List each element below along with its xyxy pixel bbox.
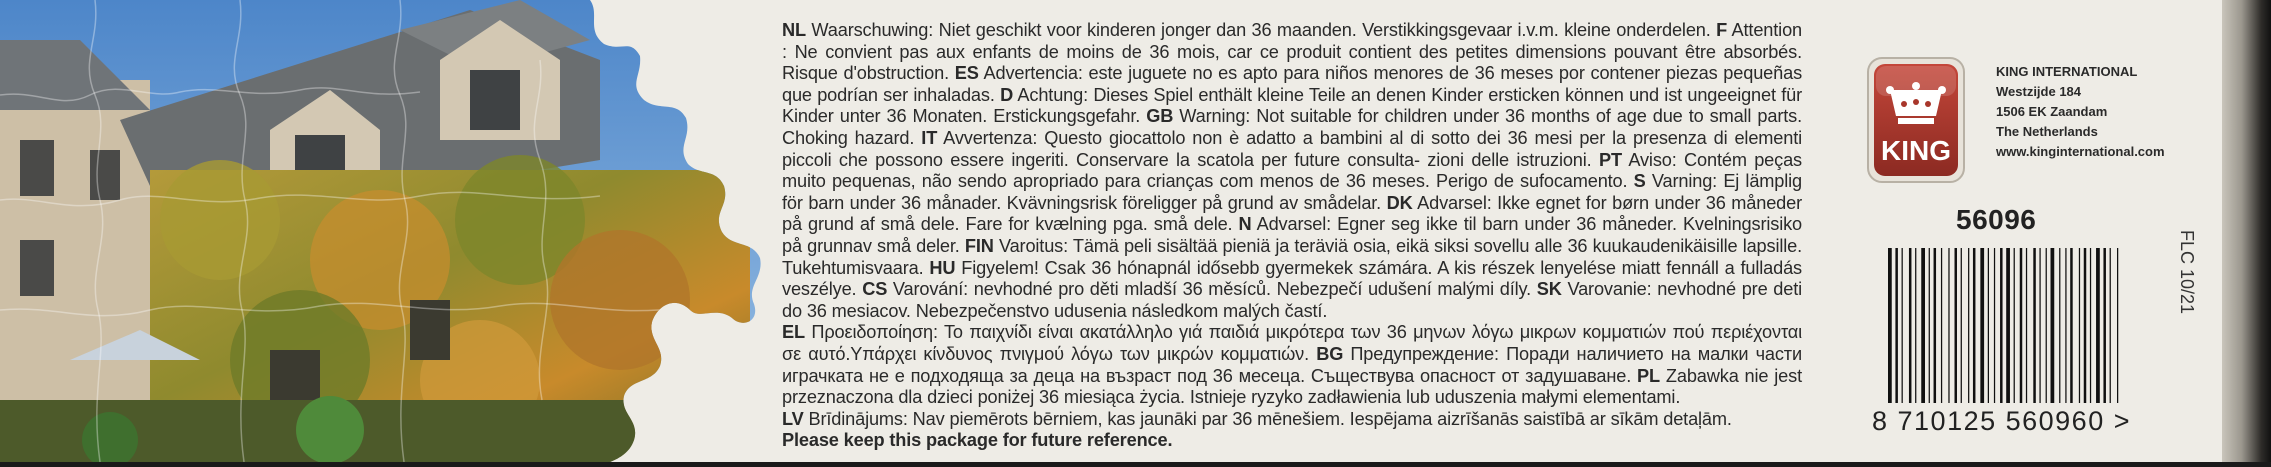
flc-code: FLC 10/21 <box>2177 230 2197 315</box>
barcode-bar <box>1968 248 1969 403</box>
warning-nl: Waarschuwing: Niet geschikt voor kinderen jonger dan 36 maanden. Verstikkingsgevaar i.v.m. kleine onderdelen. <box>805 20 1717 40</box>
barcode-bar <box>2014 248 2015 403</box>
barcode-bar <box>1929 248 1930 403</box>
barcode-bar <box>2039 248 2040 403</box>
barcode-bar <box>1934 248 1937 403</box>
barcode-bar <box>2059 248 2060 403</box>
warning-pt: Aviso: Contém peças muito pequenas, não sendo apropriado para crianças com menos de 36 meses. Perigo de sufocamento. <box>782 149 1802 192</box>
warning-cs: Varování: nevhodné pro děti mladší 36 měsíců. Nebezpečí udušení malými díly. <box>887 279 1537 300</box>
ean-barcode <box>1886 248 2151 403</box>
barcode-bar <box>2046 248 2047 403</box>
warning-d: Achtung: Dieses Spiel enthält kleine Teile an denen Kinder ersticken können und ist ungeeignet für Kinder unter 36 Monaten. Erstickungsgefahr. <box>782 84 1802 127</box>
lang-label-dk: DK <box>1386 192 1413 213</box>
lang-label-f: F <box>1716 20 1728 40</box>
warning-hu: Figyelem! Csak 36 hónapnál idősebb gyermekek számára. A kis részek lenyelése miatt fennáll a fulladás veszélye. <box>782 257 1802 300</box>
lang-label-nl: NL <box>782 20 806 40</box>
barcode-bar <box>2079 248 2080 403</box>
barcode-bar <box>2065 248 2066 403</box>
barcode-bar <box>1980 248 1984 403</box>
lang-label-gb: GB <box>1146 106 1174 127</box>
lang-label-lv: LV <box>782 408 804 429</box>
lang-label-es: ES <box>954 63 979 84</box>
barcode-bar <box>1973 248 1976 403</box>
company-name: KING INTERNATIONAL <box>1996 64 2138 79</box>
warning-bg: Предупреждение: Поради наличието на малки части играчката не е подходяща за деца на възраст под 36 месеца. Съществува опасност от задушаване. <box>782 343 1802 386</box>
barcode-bar <box>1909 248 1912 403</box>
barcode-bar <box>2103 248 2106 403</box>
barcode-bar <box>1895 248 1898 403</box>
barcode-bar <box>1961 248 1962 403</box>
warning-dk: Advarsel: Ikke egnet for børn under 36 måneder på grund af små dele. Fare for kvælning pga. små dele. <box>782 192 1803 235</box>
warning-f: Attention : Ne convient pas aux enfants de moins de 36 mois, car ce produit contient des petites dimensions pouvant être absorbés. Risque d'obstruction. <box>782 20 1802 84</box>
warning-es: Advertencia: este juguete no es apto para niños menores de 36 meses por contener piezas pequeñas que podrían ser inhaladas. <box>782 63 1803 105</box>
warning-el: Προειδοποίηση: Το παιχνίδι είναι ακατάλληλο γιά παιδιά μικρότερα των 36 μηνων λόγω μικρων κομματιών πού περιέχονται σε αυτό.Υπάρχει κίνδυνος πνιγμού λόγω των μικρών κομματιών. <box>782 322 1802 364</box>
keep-package-note: Please keep this package for future reference. <box>782 430 1173 451</box>
barcode-bar <box>1902 248 1903 403</box>
warning-lv: Brīdinājums: Nav piemērots bērniem, kas jaunāki par 36 mēnešiem. Iespējama aizrīšanās saistībā ar sīkām detaļām. <box>803 408 1732 429</box>
barcode-bar <box>2090 248 2091 403</box>
barcode-bar <box>2006 248 2010 403</box>
lang-label-sk: SK <box>1536 279 1562 300</box>
barcode-bar <box>1888 248 1892 403</box>
warnings-paragraph-2 <box>782 322 1802 408</box>
barcode-bar <box>1955 248 1958 403</box>
logo-wordmark: KING <box>1881 135 1951 166</box>
barcode-bar <box>2096 248 2100 403</box>
barcode-bar <box>2070 248 2073 403</box>
lang-label-pt: PT <box>1598 149 1622 170</box>
barcode-bar <box>2033 248 2036 403</box>
king-crown-logo-icon <box>1866 56 1966 184</box>
box-edge <box>2222 0 2271 462</box>
warning-pl: Zabawka nie jest przeznaczona dla dzieci poniżej 36 miesiąca życia. Istnieje ryzyko zadławienia lub uduszenia małymi elementami. <box>782 365 1802 408</box>
company-postal: 1506 EK Zaandam <box>1996 104 2108 119</box>
barcode-bar <box>1921 248 1925 403</box>
barcode-bar <box>2026 248 2027 403</box>
lang-label-el: EL <box>782 322 805 343</box>
warning-sk: Varovanie: nevhodné pre deti do 36 mesiacov. Nebezpečenstvo udusenia následkom malých častí. <box>782 279 1802 321</box>
barcode-bar <box>2084 248 2087 403</box>
warning-n: Advarsel: Egner seg ikke til barn under 36 måneder. Kvelningsrisiko på grunnav små deler. <box>782 214 1802 256</box>
lang-label-fin: FIN <box>964 235 994 256</box>
barcode-digits: 8 710125 560960 > <box>1872 406 2131 436</box>
company-street: Westzijde 184 <box>1996 84 2082 99</box>
barcode-bar <box>2110 248 2111 403</box>
barcode-bar <box>2000 248 2003 403</box>
lang-label-cs: CS <box>862 279 888 300</box>
lang-label-it: IT <box>921 127 938 148</box>
warning-gb: Warning: Not suitable for children under 36 months of age due to small parts. Choking hazard. <box>782 106 1802 148</box>
flc-code-wrap <box>2171 230 2211 370</box>
warning-it: Avvertenza: Questo giocattolo non è adatto a bambini al di sotto dei 36 mesi per la presenza di elementi piccoli che possono essere ingeriti. Conservare la scatola per future consulta- zioni delle istruzioni. <box>782 127 1803 170</box>
lang-label-d: D <box>1000 84 1014 105</box>
barcode-bar <box>2020 248 2023 403</box>
puzzle-photo-ivy-house-icon <box>0 0 780 462</box>
barcode-bar <box>1915 248 1916 403</box>
warning-s: Varning: Ej lämplig för barn under 36 månader. Kvävningsrisk föreligger på grund av smådelar. <box>782 171 1802 213</box>
warnings-paragraph-3 <box>782 409 1802 431</box>
lang-label-s: S <box>1633 171 1646 192</box>
barcode-bar <box>1988 248 1989 403</box>
barcode-bar <box>2051 248 2055 403</box>
king-logo <box>1866 56 1966 184</box>
warnings-paragraph <box>782 20 1802 322</box>
company-country: The Netherlands <box>1996 124 2098 139</box>
lang-label-hu: HU <box>929 257 956 278</box>
barcode-bar <box>1994 248 1995 403</box>
lang-label-n: N <box>1238 214 1252 235</box>
barcode-bar <box>1948 248 1949 403</box>
barcode-bar <box>1941 248 1942 403</box>
barcode-bar <box>2117 248 2118 403</box>
company-address <box>1996 62 2165 162</box>
puzzle-photo <box>0 0 780 462</box>
company-website: www.kinginternational.com <box>1996 144 2165 159</box>
warning-text-block <box>782 20 1802 450</box>
lang-label-bg: BG <box>1316 343 1344 364</box>
product-code: 56096 <box>1956 204 2037 235</box>
warning-fin: Varoitus: Tämä peli sisältää pieniä ja teräviä osia, eikä siksi sovellu alle 36 kuukaudenikäisille lapsille. Tukehtumisvaara. <box>782 235 1802 278</box>
barcode-icon <box>1886 248 2151 403</box>
lang-label-pl: PL <box>1637 365 1660 386</box>
